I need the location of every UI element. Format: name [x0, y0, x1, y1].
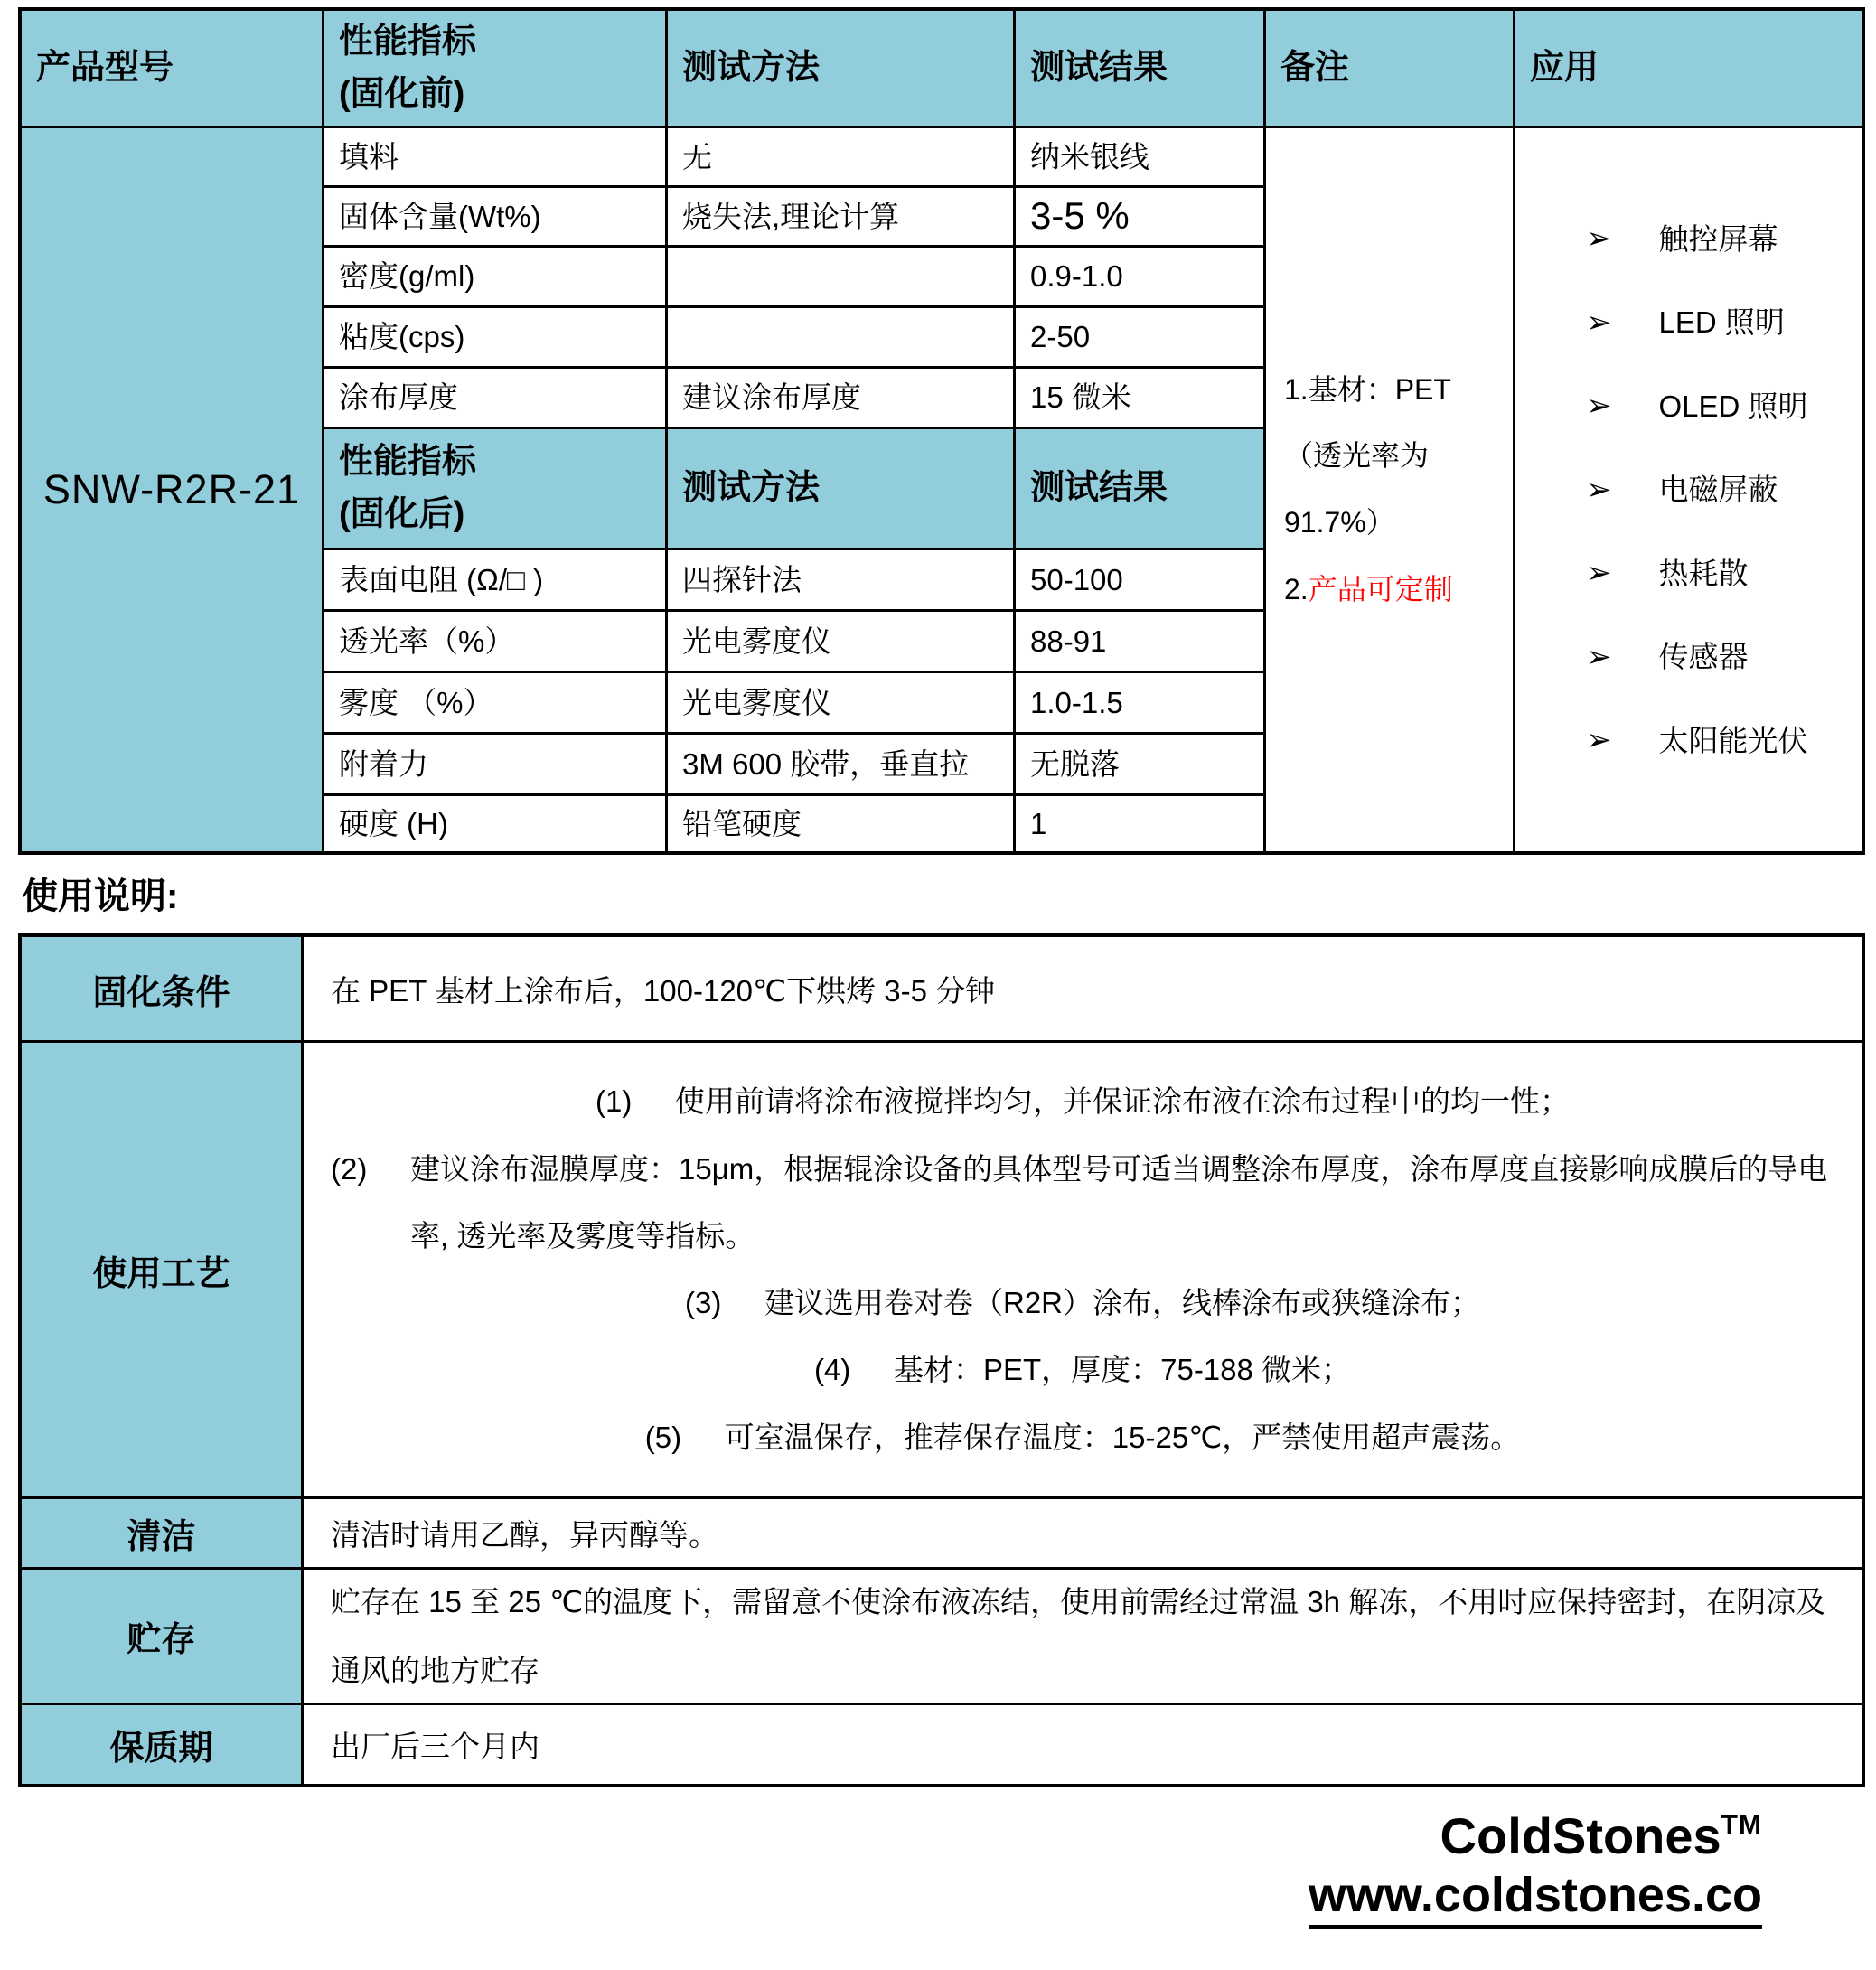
- spec-result-cell: 2-50: [1016, 308, 1266, 369]
- header-test-result-post: 测试结果: [1016, 429, 1266, 550]
- application-label: 传感器: [1658, 640, 1749, 674]
- application-item: [1586, 721, 1808, 760]
- header-perf-pre-line2: (固化前): [339, 74, 465, 113]
- header-application: 应用: [1515, 11, 1862, 128]
- curing-label: 固化条件: [22, 937, 304, 1043]
- header-perf-post-cure: [324, 429, 668, 550]
- application-item: [1586, 638, 1749, 677]
- storage-label: 贮存: [22, 1570, 304, 1705]
- spec-name-cell: 粘度(cps): [324, 308, 668, 369]
- spec-name-cell: 附着力: [324, 735, 668, 796]
- application-item: [1586, 220, 1778, 258]
- arrow-bullet-icon: ➢: [1586, 723, 1612, 758]
- note-line-2-prefix: 2.: [1284, 572, 1309, 605]
- spec-method-cell: 烧失法,理论计算: [668, 188, 1016, 248]
- cleaning-label: 清洁: [22, 1499, 304, 1570]
- process-content: [304, 1043, 1862, 1499]
- product-model-cell: SNW-R2R-21: [22, 128, 324, 851]
- spec-method-cell: 四探针法: [668, 550, 1016, 612]
- spec-name-cell: 填料: [324, 128, 668, 188]
- applications-cell: [1515, 128, 1862, 851]
- shelf-life-label: 保质期: [22, 1705, 304, 1784]
- arrow-bullet-icon: ➢: [1586, 305, 1612, 340]
- spec-name-cell: 硬度 (H): [324, 796, 668, 851]
- spec-table: [18, 7, 1865, 855]
- process-step-number: (2): [331, 1151, 368, 1186]
- usage-section-title: 使用说明:: [22, 877, 179, 916]
- arrow-bullet-icon: ➢: [1586, 389, 1612, 424]
- header-notes: 备注: [1266, 11, 1515, 128]
- application-label: 电磁屏蔽: [1658, 473, 1778, 507]
- process-step: [685, 1270, 1480, 1337]
- spec-name-cell: 涂布厚度: [324, 369, 668, 429]
- header-test-method: 测试方法: [668, 11, 1016, 128]
- process-step-text: 建议选用卷对卷（R2R）涂布，线棒涂布或狭缝涂布；: [764, 1286, 1481, 1319]
- process-step: [596, 1068, 1570, 1135]
- process-step-text: 建议涂布湿膜厚度：15μm，根据辊涂设备的具体型号可适当调整涂布厚度，涂布厚度直接影响成膜后的导电率, 透光率及雾度等指标。: [410, 1151, 1828, 1252]
- application-label: 触控屏幕: [1658, 221, 1778, 256]
- curing-content: 在 PET 基材上涂布后，100-120℃下烘烤 3-5 分钟: [304, 937, 1862, 1043]
- application-label: OLED 照明: [1658, 389, 1808, 423]
- arrow-bullet-icon: ➢: [1586, 556, 1612, 591]
- header-perf-pre-cure: [324, 11, 668, 128]
- application-item: [1586, 554, 1749, 593]
- header-test-result: 测试结果: [1016, 11, 1266, 128]
- spec-name-cell: 密度(g/ml): [324, 248, 668, 308]
- storage-content: 贮存在 15 至 25 ℃的温度下，需留意不使涂布液冻结，使用前需经过常温 3h 解冻，不用时应保持密封，在阴凉及通风的地方贮存: [304, 1570, 1862, 1705]
- brand-text: ColdStones: [1440, 1807, 1721, 1864]
- process-step: [331, 1136, 1834, 1271]
- application-item: [1586, 471, 1778, 510]
- arrow-bullet-icon: ➢: [1586, 639, 1612, 674]
- spec-method-cell: [668, 248, 1016, 308]
- usage-table: [18, 933, 1865, 1787]
- header-test-method-post: 测试方法: [668, 429, 1016, 550]
- spec-method-cell: 3M 600 胶带，垂直拉: [668, 735, 1016, 796]
- spec-method-cell: 铅笔硬度: [668, 796, 1016, 851]
- brand-name: [1309, 1807, 1762, 1865]
- note-line-1: 1.基材：PET（透光率为 91.7%）: [1284, 372, 1451, 539]
- spec-result-cell: 纳米银线: [1016, 128, 1266, 188]
- process-step: [814, 1337, 1351, 1403]
- spec-result-cell: 无脱落: [1016, 735, 1266, 796]
- spec-result-cell: 1.0-1.5: [1016, 673, 1266, 735]
- spec-name-cell: 表面电阻 (Ω/□ ): [324, 550, 668, 612]
- arrow-bullet-icon: ➢: [1586, 221, 1612, 257]
- cleaning-content: 清洁时请用乙醇，异丙醇等。: [304, 1499, 1862, 1570]
- spec-method-cell: 光电雾度仪: [668, 673, 1016, 735]
- website-link[interactable]: www.coldstones.co: [1309, 1867, 1762, 1929]
- process-step-number: (4): [813, 1353, 851, 1387]
- spec-result-cell: 1: [1016, 796, 1266, 851]
- notes-cell: [1266, 128, 1515, 851]
- spec-name-cell: 固体含量(Wt%): [324, 188, 668, 248]
- spec-result-cell: 3-5 %: [1016, 188, 1266, 248]
- process-step-number: (3): [684, 1286, 722, 1319]
- header-perf-pre-line1: 性能指标: [339, 23, 477, 61]
- spec-name-cell: 雾度 （%）: [324, 673, 668, 735]
- trademark-symbol: TM: [1721, 1810, 1762, 1840]
- header-perf-post-line1: 性能指标: [339, 443, 477, 481]
- application-item: [1586, 304, 1785, 342]
- process-label: 使用工艺: [22, 1043, 304, 1499]
- note-line-2-highlight: 产品可定制: [1308, 572, 1453, 605]
- arrow-bullet-icon: ➢: [1586, 472, 1612, 507]
- header-perf-post-line2: (固化后): [339, 494, 465, 533]
- process-step-text: 基材：PET，厚度：75-188 微米；: [893, 1353, 1352, 1387]
- spec-method-cell: [668, 308, 1016, 369]
- process-step-text: 可室温保存，推荐保存温度：15-25℃，严禁使用超声震荡。: [724, 1420, 1521, 1454]
- header-product-model: 产品型号: [22, 11, 324, 128]
- process-step-number: (5): [644, 1420, 682, 1454]
- spec-method-cell: 建议涂布厚度: [668, 369, 1016, 429]
- spec-name-cell: 透光率（%）: [324, 612, 668, 673]
- application-label: 热耗散: [1658, 556, 1749, 590]
- process-step: [645, 1404, 1520, 1471]
- spec-result-cell: 15 微米: [1016, 369, 1266, 429]
- application-label: LED 照明: [1658, 305, 1785, 340]
- spec-result-cell: 0.9-1.0: [1016, 248, 1266, 308]
- spec-method-cell: 无: [668, 128, 1016, 188]
- footer: [1309, 1807, 1762, 1929]
- application-label: 太阳能光伏: [1658, 723, 1808, 757]
- spec-result-cell: 88-91: [1016, 612, 1266, 673]
- application-item: [1586, 387, 1808, 426]
- spec-result-cell: 50-100: [1016, 550, 1266, 612]
- process-step-text: 使用前请将涂布液搅拌均匀，并保证涂布液在涂布过程中的均一性；: [675, 1084, 1570, 1119]
- shelf-life-content: 出厂后三个月内: [304, 1705, 1862, 1784]
- process-step-number: (1): [596, 1084, 633, 1119]
- note-line-2: [1284, 557, 1453, 624]
- spec-method-cell: 光电雾度仪: [668, 612, 1016, 673]
